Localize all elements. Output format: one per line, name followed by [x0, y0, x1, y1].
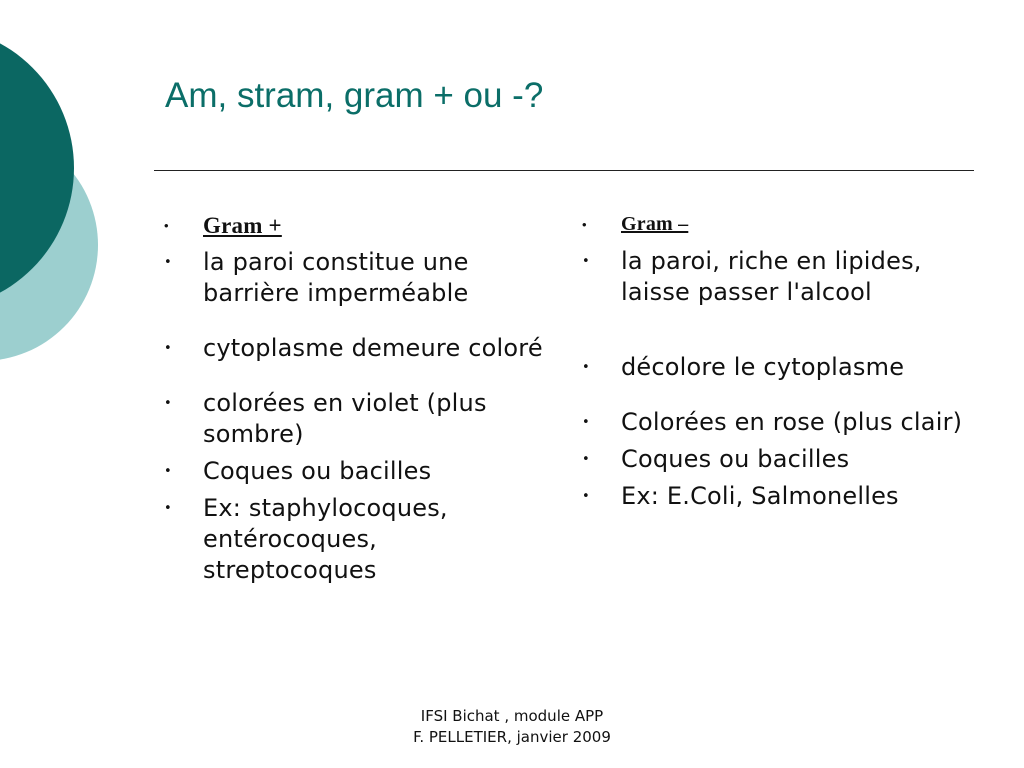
- footer-line-1: IFSI Bichat , module APP: [420, 707, 604, 725]
- decorative-circles: [0, 0, 110, 420]
- gram-negative-list: [578, 209, 978, 512]
- list-item: • Coques ou bacilles: [160, 456, 550, 487]
- list-item: • Ex: staphylocoques, entérocoques, streptocoques: [160, 493, 550, 586]
- gram-negative-heading: • Gram –: [578, 209, 978, 240]
- list-item: • décolore le cytoplasme: [578, 352, 978, 383]
- slide-footer: [380, 706, 644, 748]
- list-item: • la paroi, riche en lipides, laisse passer l'alcool: [578, 246, 978, 308]
- list-item: • Colorées en rose (plus clair): [578, 407, 978, 438]
- list-item: • cytoplasme demeure coloré: [160, 333, 550, 364]
- list-item: • la paroi constitue une barrière imperméable: [160, 247, 550, 309]
- list-item: • Ex: E.Coli, Salmonelles: [578, 481, 978, 512]
- gram-positive-heading: • Gram +: [160, 210, 550, 241]
- list-item: • Coques ou bacilles: [578, 444, 978, 475]
- footer-line-2: F. PELLETIER, janvier 2009: [413, 728, 611, 746]
- gram-positive-list: [160, 210, 550, 586]
- title-divider: [154, 170, 974, 171]
- list-item: • colorées en violet (plus sombre): [160, 388, 550, 450]
- slide-title: Am, stram, gram + ou -?: [165, 76, 544, 115]
